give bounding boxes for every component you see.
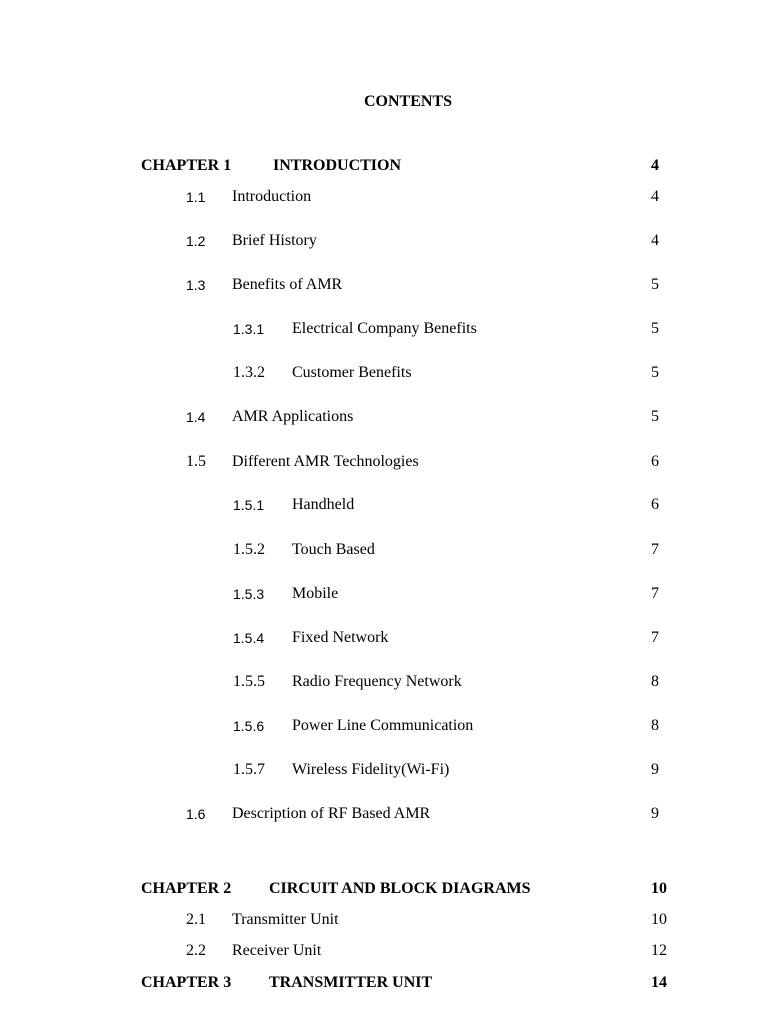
subsection-page: 7 [651, 585, 659, 602]
section-title: Different AMR Technologies [232, 453, 419, 470]
subsection-title: Power Line Communication [292, 717, 474, 734]
section-number: 1.4 [186, 409, 206, 425]
chapter-title: TRANSMITTER UNIT [269, 974, 433, 991]
section-title: Transmitter Unit [232, 911, 339, 928]
chapter-title: INTRODUCTION [273, 157, 402, 174]
toc-chapter-1[interactable] [0, 155, 768, 177]
subsection-title: Fixed Network [292, 629, 389, 646]
chapter-number: CHAPTER 3 [141, 974, 232, 991]
toc-chapter-2[interactable] [0, 878, 768, 900]
subsection-page: 8 [651, 717, 659, 734]
toc-subsection-1-3-1[interactable] [0, 318, 768, 340]
subsection-title: Touch Based [292, 541, 375, 558]
section-number: 1.1 [186, 189, 206, 205]
section-number: 1.5 [186, 453, 206, 470]
chapter-page: 14 [651, 974, 667, 991]
section-title: Brief History [232, 232, 317, 249]
toc-section-1-5[interactable] [0, 451, 768, 473]
section-title: Benefits of AMR [232, 276, 343, 293]
toc-section-1-3[interactable] [0, 274, 768, 296]
toc-subsection-1-5-5[interactable] [0, 671, 768, 693]
toc-subsection-1-5-7[interactable] [0, 759, 768, 781]
subsection-number: 1.5.2 [233, 541, 265, 558]
section-title: Introduction [232, 188, 312, 205]
section-page: 10 [651, 911, 667, 928]
section-number: 1.6 [186, 806, 206, 822]
chapter-number: CHAPTER 1 [141, 157, 232, 174]
subsection-page: 5 [651, 364, 659, 381]
subsection-number: 1.5.6 [233, 718, 265, 734]
section-page: 4 [651, 232, 659, 249]
page-title: CONTENTS [363, 93, 453, 110]
subsection-title: Customer Benefits [292, 364, 412, 381]
section-page: 12 [651, 942, 667, 959]
subsection-page: 8 [651, 673, 659, 690]
toc-section-2-1[interactable] [0, 909, 768, 931]
section-number: 2.2 [186, 942, 206, 959]
section-page: 6 [651, 453, 659, 470]
subsection-title: Wireless Fidelity(Wi-Fi) [292, 761, 450, 778]
chapter-title: CIRCUIT AND BLOCK DIAGRAMS [269, 880, 531, 897]
subsection-page: 5 [651, 320, 659, 337]
section-title: Description of RF Based AMR [232, 805, 431, 822]
section-number: 1.3 [186, 277, 206, 293]
toc-section-1-1[interactable] [0, 186, 768, 208]
toc-section-1-2[interactable] [0, 230, 768, 252]
subsection-number: 1.5.3 [233, 586, 265, 602]
section-page: 5 [651, 408, 659, 425]
subsection-page: 7 [651, 541, 659, 558]
subsection-title: Handheld [292, 496, 355, 513]
section-number: 2.1 [186, 911, 206, 928]
section-page: 9 [651, 805, 659, 822]
chapter-page: 4 [651, 157, 659, 174]
chapter-page: 10 [651, 880, 667, 897]
subsection-number: 1.5.7 [233, 761, 265, 778]
subsection-number: 1.3.2 [233, 364, 265, 381]
subsection-page: 9 [651, 761, 659, 778]
subsection-page: 7 [651, 629, 659, 646]
subsection-number: 1.5.1 [233, 497, 265, 513]
section-page: 5 [651, 276, 659, 293]
toc-subsection-1-5-3[interactable] [0, 583, 768, 605]
section-page: 4 [651, 188, 659, 205]
toc-section-1-4[interactable] [0, 406, 768, 428]
toc-subsection-1-5-2[interactable] [0, 539, 768, 561]
subsection-number: 1.3.1 [233, 321, 265, 337]
toc-subsection-1-3-2[interactable] [0, 362, 768, 384]
toc-subsection-1-5-1[interactable] [0, 494, 768, 516]
subsection-page: 6 [651, 496, 659, 513]
subsection-title: Mobile [292, 585, 339, 602]
chapter-number: CHAPTER 2 [141, 880, 232, 897]
toc-chapter-3[interactable] [0, 972, 768, 994]
subsection-title: Electrical Company Benefits [292, 320, 477, 337]
toc-section-1-6[interactable] [0, 803, 768, 825]
section-title: AMR Applications [232, 408, 354, 425]
subsection-number: 1.5.4 [233, 630, 265, 646]
section-title: Receiver Unit [232, 942, 322, 959]
toc-section-2-2[interactable] [0, 940, 768, 962]
toc-subsection-1-5-6[interactable] [0, 715, 768, 737]
subsection-number: 1.5.5 [233, 673, 265, 690]
toc-subsection-1-5-4[interactable] [0, 627, 768, 649]
subsection-title: Radio Frequency Network [292, 673, 462, 690]
section-number: 1.2 [186, 233, 206, 249]
